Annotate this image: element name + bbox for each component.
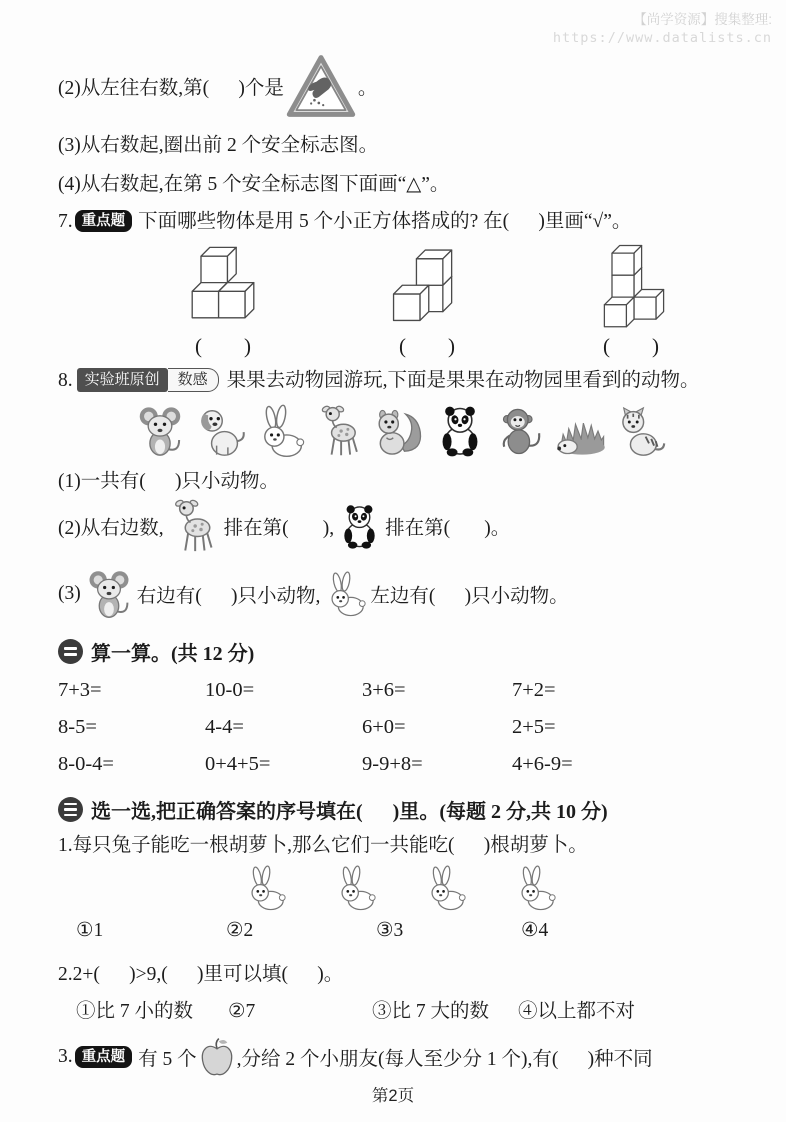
animal-row [58, 400, 742, 458]
q2-choices [76, 998, 742, 1026]
math-problem: 4-4= [205, 716, 244, 738]
question6-part2-text: (2)从左往右数,第( )个是 [58, 78, 284, 99]
animal-hedgehog-icon [553, 404, 607, 458]
number-sense-badge: 数感 [168, 368, 219, 393]
math-problem: 7+3= [58, 679, 102, 701]
math-problem: 9-9+8= [362, 753, 423, 775]
animal-rabbit-icon [422, 865, 468, 911]
question8-number: 8. [58, 370, 73, 391]
section3-q2 [58, 961, 742, 988]
question8-part2-prefix: (2)从右边数, [58, 518, 164, 539]
cube-stack-right-icon [590, 243, 671, 331]
choice-option: ①比 7 小的数 [76, 1001, 194, 1022]
section3-q3 [58, 1034, 742, 1080]
section3-header [58, 795, 742, 824]
section2-header [58, 637, 742, 666]
key-question-badge: 重点题 [75, 1046, 133, 1068]
question8-part3-mid: 右边有( )只小动物, [136, 586, 321, 607]
choice-option: ③比 7 大的数 [372, 1001, 490, 1022]
page-number: 第2页 [371, 1087, 415, 1105]
q1-choices [76, 917, 742, 945]
section3-q2-number: 2. [58, 964, 73, 985]
question8-text: 果果去动物园游玩,下面是果果在动物园里看到的动物。 [226, 370, 700, 391]
section3-title: 选一选,把正确答案的序号填在( )里。(每题 2 分,共 10 分) [91, 801, 608, 823]
panda-icon [336, 503, 383, 550]
choice-option: ③3 [376, 920, 404, 941]
animal-monkey-icon [493, 404, 547, 458]
animal-squirrel-icon [373, 404, 427, 458]
math-problem: 2+5= [512, 716, 556, 738]
question6-part2-period: 。 [357, 78, 378, 99]
question8-part3 [58, 567, 742, 621]
cube-figure-c [536, 243, 726, 359]
animal-tiger-icon [613, 404, 667, 458]
animal-deer-icon [313, 404, 367, 458]
question7 [58, 208, 742, 235]
math-problem: 4+6-9= [512, 753, 573, 775]
cube-figure-b [332, 243, 522, 359]
watermark-source: 【尚学资源】搜集整理: [633, 12, 772, 27]
section2-title: 算一算。(共 12 分) [91, 643, 255, 665]
question7-text: 下面哪些物体是用 5 个小正方体搭成的? 在( )里画“√”。 [138, 211, 632, 232]
answer-blank: ( ) [603, 334, 659, 358]
section3-q3-suffix: ,分给 2 个小朋友(每人至少分 1 个),有( )种不同 [236, 1049, 653, 1070]
question8-part2-suffix: 排在第( )。 [385, 518, 511, 539]
choice-option: ④4 [521, 920, 549, 941]
arithmetic-grid [58, 672, 742, 783]
math-problem: 8-0-4= [58, 753, 114, 775]
animal-rabbit-icon [242, 865, 288, 911]
question6-part3: (3)从右数起,圈出前 2 个安全标志图。 [58, 135, 379, 156]
answer-blank: ( ) [399, 334, 455, 358]
math-problem: 8-5= [58, 716, 97, 738]
rabbit-icon [322, 571, 368, 617]
cube-figures-row [128, 243, 742, 359]
key-question-badge: 重点题 [75, 210, 133, 232]
section3-q1 [58, 832, 742, 859]
animal-dog-icon [193, 404, 247, 458]
animal-rabbit-icon [512, 865, 558, 911]
choice-option: ④以上都不对 [518, 1001, 636, 1022]
choice-option: ②7 [228, 1001, 256, 1022]
watermark-url: https://www.datalists.cn [552, 30, 772, 46]
answer-blank: ( ) [195, 334, 251, 358]
experimental-class-badge: 实验班原创 [77, 368, 168, 392]
mouse-icon [83, 568, 135, 620]
question8-part1: (1)一共有( )只小动物。 [58, 471, 279, 492]
question7-number: 7. [58, 211, 73, 232]
question8-part2 [58, 497, 742, 555]
deer-icon [166, 498, 222, 554]
cube-stack-left-icon [179, 243, 267, 331]
animal-rabbit-icon [253, 404, 307, 458]
watermark [553, 10, 772, 48]
animal-panda-icon [433, 404, 487, 458]
animal-mouse-icon [133, 404, 187, 458]
rabbit-row [58, 861, 742, 911]
math-problem: 7+2= [512, 679, 556, 701]
section-two-marker [58, 639, 83, 664]
apple-icon [199, 1037, 235, 1077]
cube-stack-middle-icon [383, 243, 471, 331]
choice-option: ①1 [76, 920, 104, 941]
section3-q3-number: 3. [58, 1046, 73, 1067]
math-problem: 0+4+5= [205, 753, 271, 775]
section3-q3-prefix: 有 5 个 [138, 1049, 197, 1070]
question8-part2-mid: 排在第( ), [223, 518, 335, 539]
question8 [58, 367, 742, 394]
animal-rabbit-icon [332, 865, 378, 911]
question8-part3-suffix: 左边有( )只小动物。 [370, 586, 569, 607]
section3-q1-number: 1. [58, 835, 73, 856]
math-problem: 10-0= [205, 679, 255, 701]
question6-part2 [58, 54, 742, 118]
math-problem: 3+6= [362, 679, 406, 701]
warning-sign-icon [286, 54, 356, 118]
question6-part4: (4)从右数起,在第 5 个安全标志图下面画“△”。 [58, 174, 450, 195]
section3-q1-text: 每只兔子能吃一根胡萝卜,那么它们一共能吃( )根胡萝卜。 [72, 835, 588, 856]
question8-part3-prefix: (3) [58, 583, 81, 604]
choice-option: ②2 [226, 920, 254, 941]
math-problem: 6+0= [362, 716, 406, 738]
cube-figure-a [128, 243, 318, 359]
section3-q2-text: 2+( )>9,( )里可以填( )。 [72, 964, 344, 985]
section-three-marker [58, 797, 83, 822]
